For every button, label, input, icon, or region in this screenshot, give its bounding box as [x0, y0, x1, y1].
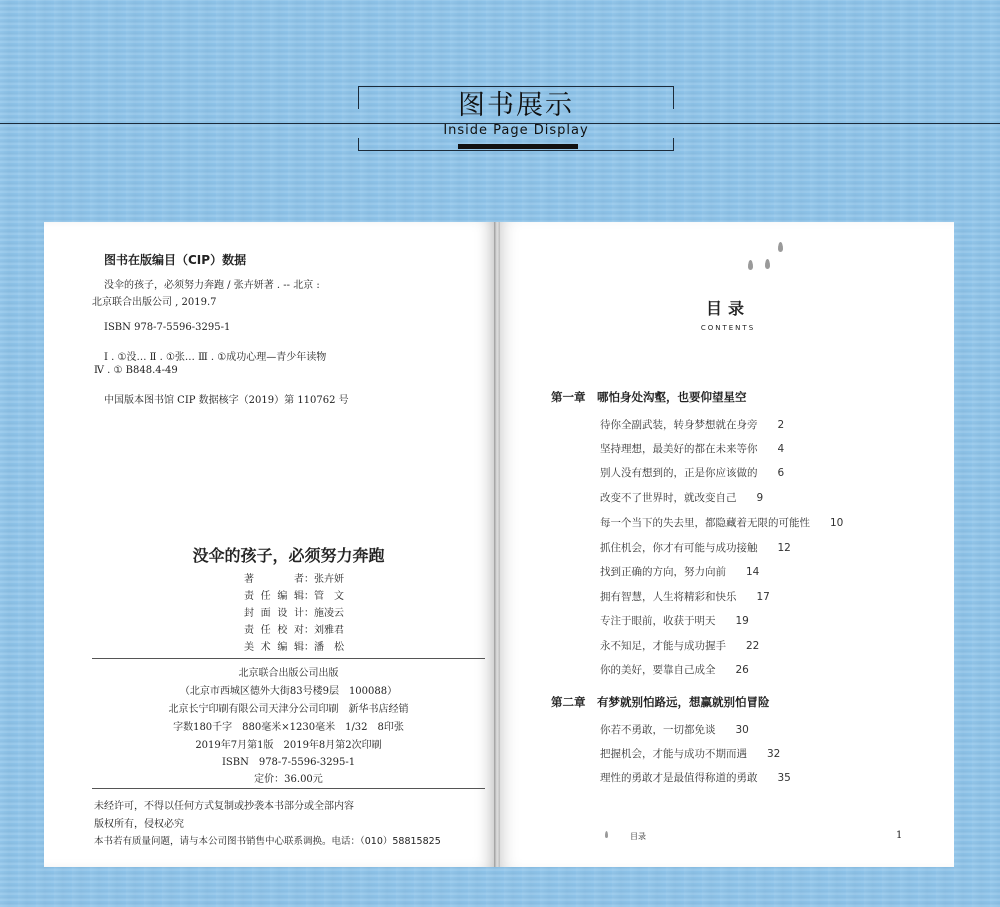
page-number: 1: [896, 830, 903, 841]
toc-entry: 拥有智慧，人生将精彩和快乐 17: [600, 591, 770, 603]
chapter-heading: 第一章 哪怕身处沟壑，也要仰望星空: [551, 390, 747, 404]
credit-proofreader: 责任校对：刘雅君: [244, 625, 344, 636]
toc-entry: 找到正确的方向，努力向前 14: [600, 566, 760, 578]
publisher-line: 2019年7月第1版 2019年8月第2次印刷: [195, 740, 382, 751]
toc-entry: 别人没有想到的，正是你应该做的 6: [600, 467, 785, 479]
credit-author: 著者：张卉妍: [244, 574, 344, 585]
cip-line: 北京联合出版公司 , 2019.7: [92, 297, 217, 308]
page-title: 图书展示: [458, 90, 574, 121]
raindrop-icon: [765, 259, 770, 269]
chapter-heading: 第二章 有梦就别怕路远，想赢就别怕冒险: [551, 695, 770, 709]
credit-editor: 责任编辑：管 文: [244, 591, 344, 602]
toc-subtitle: CONTENTS: [700, 324, 756, 332]
toc-entry: 抓住机会，你才有可能与成功接触 12: [600, 542, 791, 554]
publisher-line: 北京联合出版公司出版: [238, 668, 339, 679]
toc-entry: 你的美好，要靠自己成全 26: [600, 664, 749, 676]
publisher-line: 北京长宁印刷有限公司天津分公司印刷 新华书店经销: [168, 704, 409, 715]
contact-note: 本书若有质量问题，请与本公司图书销售中心联系调换。电话：（010）58815825: [94, 836, 441, 847]
page-subtitle: Inside Page Display: [443, 123, 589, 138]
toc-entry: 把握机会，才能与成功不期而遇 32: [600, 748, 781, 760]
cip-line: Ⅳ . ① B848.4-49: [94, 365, 178, 376]
book-title: 没伞的孩子，必须努力奔跑: [192, 546, 385, 565]
raindrop-icon: [605, 831, 608, 838]
copyright-note: 版权所有，侵权必究: [94, 819, 184, 830]
toc-entry: 你若不勇敢，一切都免谈 30: [600, 724, 749, 736]
price: 定价：36.00元: [254, 774, 323, 785]
toc-entry: 永不知足，才能与成功握手 22: [600, 640, 760, 652]
cip-line: 中国版本图书馆 CIP 数据核字（2019）第 110762 号: [104, 395, 349, 406]
toc-entry: 待你全副武装，转身梦想就在身旁 2: [600, 419, 785, 431]
credit-art-editor: 美术编辑：潘 松: [244, 642, 344, 653]
publisher-line: 字数180千字 880毫米×1230毫米 1/32 8印张: [173, 722, 404, 733]
toc-entry: 改变不了世界时，就改变自己 9: [600, 492, 764, 504]
book-spine: [494, 222, 500, 867]
toc-entry: 理性的勇敢才是最值得称道的勇敢 35: [600, 772, 791, 784]
cip-line: ISBN 978-7-5596-3295-1: [104, 322, 231, 333]
toc-entry: 每一个当下的失去里，都隐藏着无限的可能性 10: [600, 517, 844, 529]
credit-cover-design: 封面设计：施凌云: [244, 608, 344, 619]
toc-title: 目录: [705, 299, 750, 318]
divider: [92, 658, 485, 659]
footer-label: 目录: [630, 832, 646, 841]
cip-heading: 图书在版编目（CIP）数据: [104, 253, 247, 267]
raindrop-icon: [748, 260, 753, 270]
publisher-line: ISBN 978-7-5596-3295-1: [221, 757, 356, 768]
toc-entry: 专注于眼前，收获于明天 19: [600, 615, 749, 627]
publisher-line: （北京市西城区德外大街83号楼9层 100088）: [179, 686, 398, 697]
cip-line: Ⅰ . ①没… Ⅱ . ①张… Ⅲ . ①成功心理—青少年读物: [104, 352, 327, 363]
toc-entry: 坚持理想，最美好的都在未来等你 4: [600, 443, 785, 455]
copyright-note: 未经许可，不得以任何方式复制或抄袭本书部分或全部内容: [94, 801, 354, 812]
raindrop-icon: [778, 242, 783, 252]
header-accent-bar: [458, 144, 578, 149]
cip-line: 没伞的孩子，必须努力奔跑 / 张卉妍著 . -- 北京 :: [104, 280, 320, 291]
divider: [92, 788, 485, 789]
